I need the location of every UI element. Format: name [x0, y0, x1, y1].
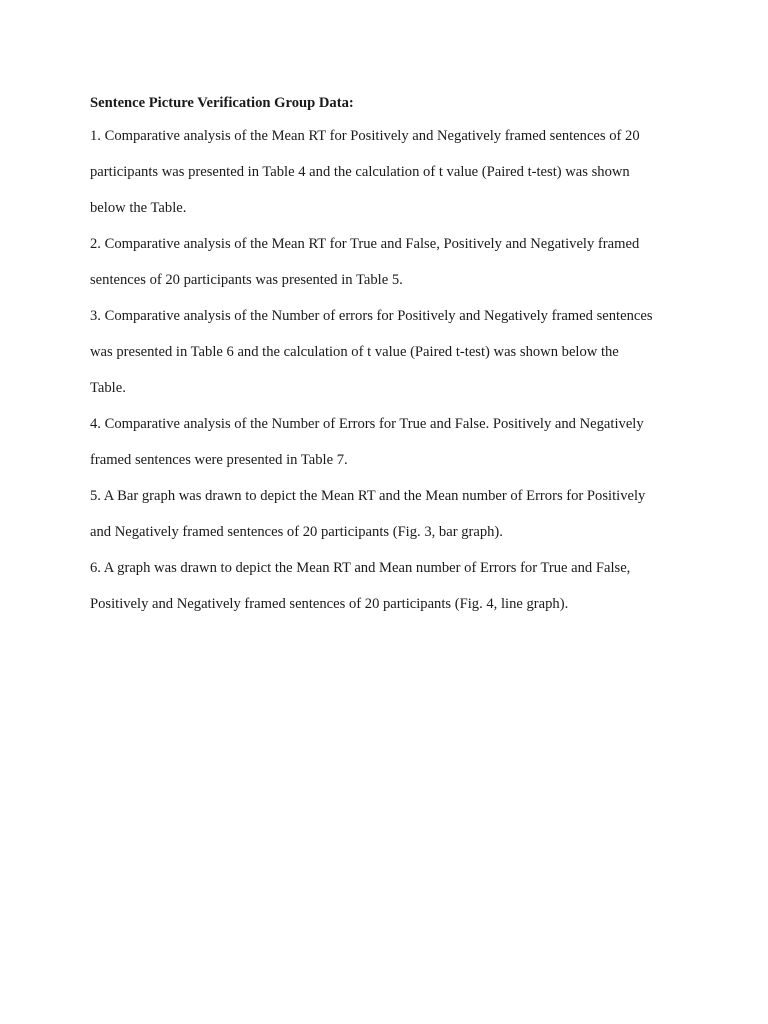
paragraph-line: 4. Comparative analysis of the Number of Errors for True and False. Positively and Negatively	[90, 416, 644, 432]
document-body	[90, 88, 690, 622]
paragraph-line: 5. A Bar graph was drawn to depict the Mean RT and the Mean number of Errors for Positively	[90, 488, 646, 504]
list-item	[90, 550, 690, 622]
paragraph-line: framed sentences were presented in Table 7.	[90, 452, 348, 468]
paragraph-line: 2. Comparative analysis of the Mean RT for True and False, Positively and Negatively framed	[90, 236, 640, 252]
paragraph-line: Positively and Negatively framed sentences of 20 participants (Fig. 4, line graph).	[90, 596, 569, 612]
list-item	[90, 478, 690, 550]
paragraph-line: 3. Comparative analysis of the Number of errors for Positively and Negatively framed sentences	[90, 308, 653, 324]
paragraph-line: sentences of 20 participants was presented in Table 5.	[90, 272, 403, 288]
paragraph-line: participants was presented in Table 4 and the calculation of t value (Paired t-test) was shown	[90, 164, 630, 180]
paragraph-line: 6. A graph was drawn to depict the Mean RT and Mean number of Errors for True and False,	[90, 560, 631, 576]
list-item	[90, 118, 690, 226]
paragraph-line: Table.	[90, 380, 126, 396]
document-heading: Sentence Picture Verification Group Data:	[90, 95, 354, 111]
paragraph-line: 1. Comparative analysis of the Mean RT for Positively and Negatively framed sentences of 20	[90, 128, 640, 144]
paragraph-line: was presented in Table 6 and the calculation of t value (Paired t-test) was shown below the	[90, 344, 619, 360]
paragraph-line: and Negatively framed sentences of 20 participants (Fig. 3, bar graph).	[90, 524, 503, 540]
list-item	[90, 298, 690, 406]
list-item	[90, 226, 690, 298]
paragraph-line: below the Table.	[90, 200, 187, 216]
list-item	[90, 406, 690, 478]
